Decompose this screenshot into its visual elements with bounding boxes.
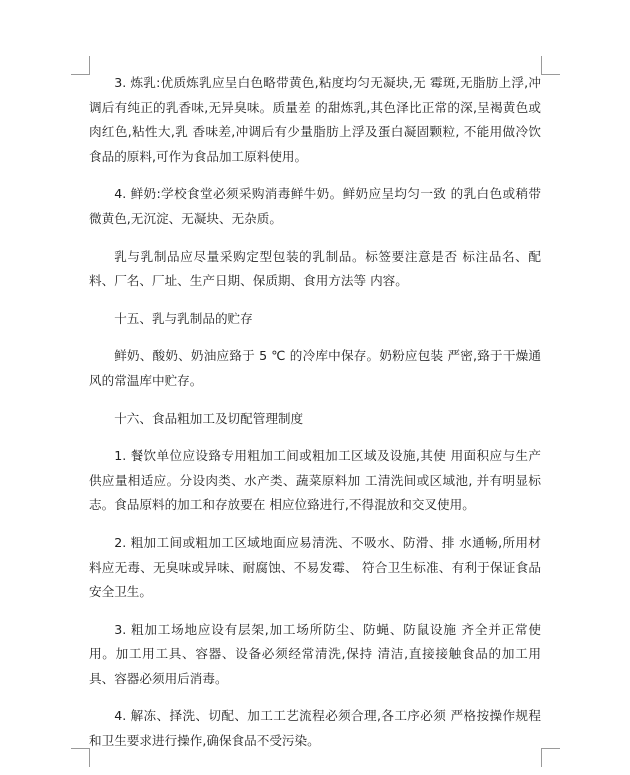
paragraph-dairy-storage: 鲜奶、酸奶、奶油应臵于 5 ℃ 的冷库中保存。奶粉应包装 严密,臵于干燥通风的常温库中贮存。 (89, 348, 541, 388)
paragraph-fresh-milk: 4. 鲜奶:学校食堂必须采购消毒鲜牛奶。鲜奶应呈均匀一致 的乳白色或稍带微黄色,无沉淀、无凝块、无杂质。 (89, 186, 541, 226)
section-heading-food-processing: 十六、食品粗加工及切配管理制度 (114, 410, 304, 426)
document-body[interactable] (89, 71, 541, 767)
paragraph-dairy-labels: 乳与乳制品应尽量采购定型包装的乳制品。标签要注意是否 标注品名、配料、厂名、厂址、生产日期、保质期、食用方法等 内容。 (89, 248, 541, 289)
paragraph-processing-rule-2: 2. 粗加工间或粗加工区域地面应易清洗、不吸水、防滑、排 水通畅,所用材料应无毒、无臭味或异味、耐腐蚀、不易发霉、 符合卫生标准、有利于保证食品安全卫生。 (89, 534, 541, 600)
section-heading-dairy-storage: 十五、乳与乳制品的贮存 (114, 310, 253, 326)
crop-mark-top-right (541, 56, 560, 75)
paragraph-processing-rule-4: 4. 解冻、择洗、切配、加工工艺流程必须合理,各工序必须 严格按操作规程和卫生要求进行操作,确保食品不受污染。 (89, 708, 541, 749)
crop-mark-top-left (71, 56, 90, 75)
crop-mark-bottom-left (71, 748, 90, 767)
crop-mark-bottom-right (541, 748, 560, 767)
paragraph-processing-rule-3: 3. 粗加工场地应设有层架,加工场所防尘、防蝇、防鼠设施 齐全并正常使用。加工用工具、容器、设备必须经常清洗,保持 清洁,直接接触食品的加工用具、容器必须用后消毒。 (89, 621, 541, 686)
paragraph-condensed-milk: 3. 炼乳:优质炼乳应呈白色略带黄色,粘度均匀无凝块,无 霉斑,无脂肪上浮,冲调后有纯正的乳香味,无异臭味。质量差 的甜炼乳,其色泽比正常的深,呈褐黄色或肉红色,粘性大,乳 香味差,冲调后有少量脂肪上浮及蛋白凝固颗粒, 不能用做冷饮 食品的原料,可作为食品加工原料使用。 (89, 75, 541, 164)
paragraph-processing-rule-1: 1. 餐饮单位应设臵专用粗加工间或粗加工区域及设施,其使 用面积应与生产供应量相适应。分设肉类、水产类、蔬菜原料加 工清洗间或区域池, 并有明显标志。食品原料的加工和存放要在 相应位臵进行,不得混放和交叉使用。 (89, 448, 541, 513)
